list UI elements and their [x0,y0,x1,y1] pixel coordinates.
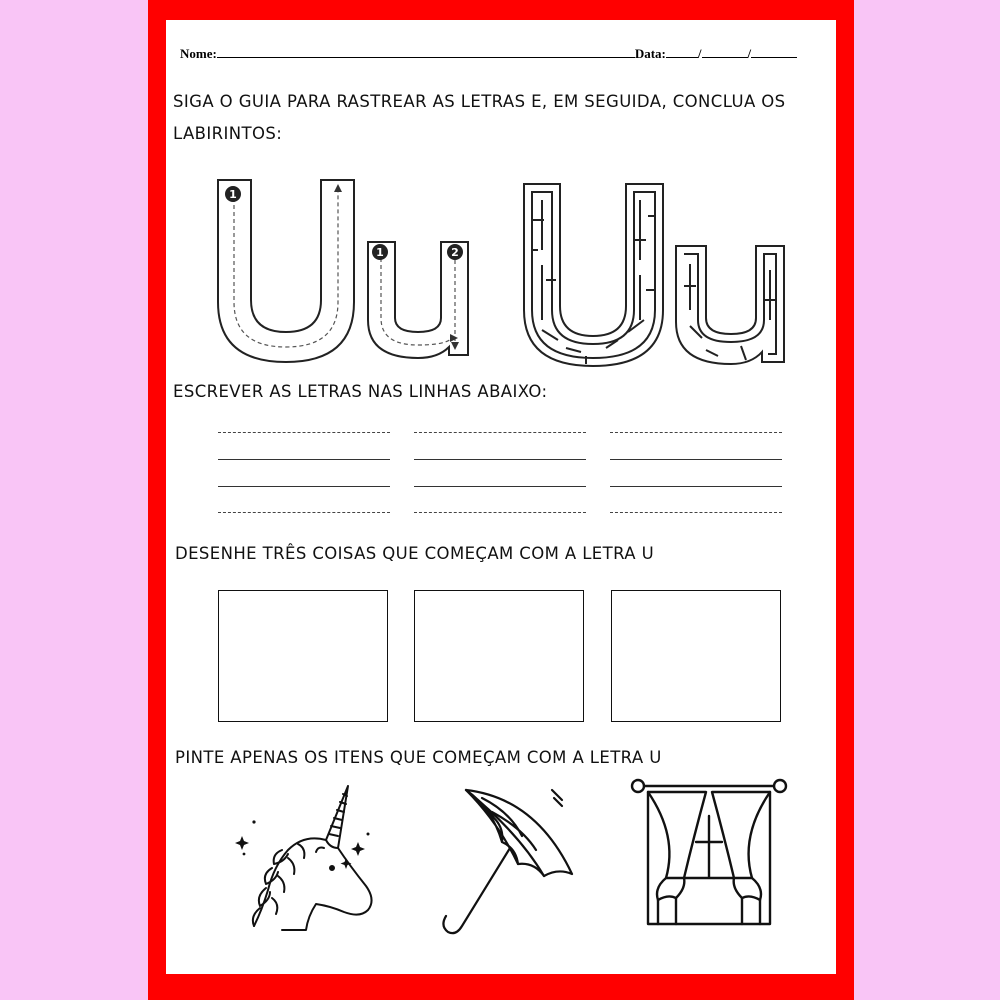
write-instruction: ESCREVER AS LETRAS NAS LINHAS ABAIXO: [173,382,548,401]
lowercase-u-maze[interactable] [676,246,784,364]
step-two-label: 2 [451,246,459,259]
unicorn-icon[interactable] [226,778,396,948]
uppercase-u-maze[interactable] [524,184,663,366]
step-one-label: 1 [229,188,237,201]
draw-instruction: DESENHE TRÊS COISAS QUE COMEÇAM COM A LETRA U [175,544,655,563]
drawing-box-1[interactable] [218,590,388,722]
worksheet [166,20,836,974]
trace-instruction: SIGA O GUIA PARA RASTREAR AS LETRAS E, EM SEGUIDA, CONCLUA OS LABIRINTOS: [173,92,786,143]
date-label: Data: [634,46,666,61]
step-one-label: 1 [376,246,384,259]
uppercase-u-tracing[interactable] [218,180,354,362]
red-frame [148,0,854,1000]
name-label: Nome: [180,46,217,61]
umbrella-icon[interactable] [426,778,596,948]
date-separator: / [697,46,702,61]
drawing-box-2[interactable] [414,590,584,722]
color-instruction: PINTE APENAS OS ITENS QUE COMEÇAM COM A LETRA U [175,748,662,767]
date-separator: / [747,46,752,61]
letters-area [166,20,836,380]
drawing-box-3[interactable] [611,590,781,722]
curtain-window-icon[interactable] [628,776,798,948]
lowercase-u-tracing[interactable] [368,242,468,358]
